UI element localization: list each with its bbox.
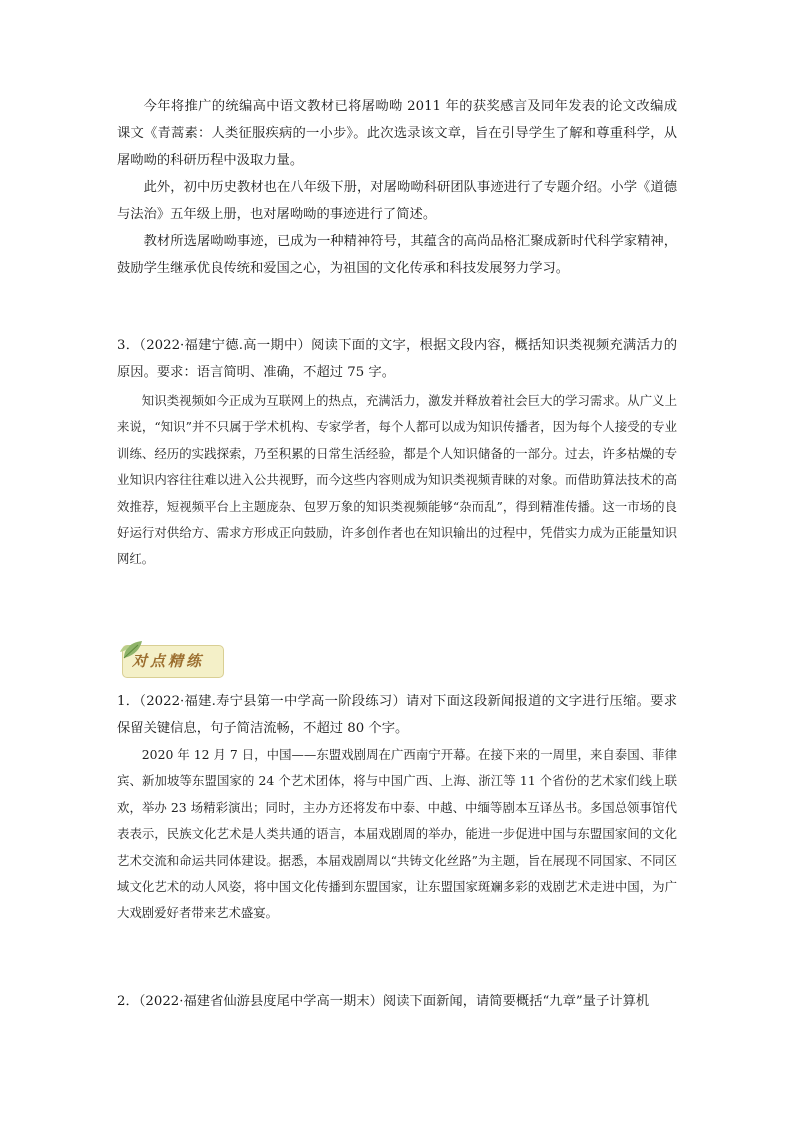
question-3-prompt: 3．（2022·福建宁德.高一期中）阅读下面的文字，根据文段内容，概括知识类视频充满活力的原因。要求：语言简明、准确，不超过 75 字。 [117,338,677,380]
exercise-1-passage: 2020 年 12 月 7 日，中国——东盟戏剧周在广西南宁开幕。在接下来的一周里，来自泰国、菲律宾、新加坡等东盟国家的 24 个艺术团体，将与中国广西、上海、浙江等 11 个省份的艺术家们线上联欢，举办 23 场精彩演出；同时，主办方还将发布中泰、中越、中缅等剧本互译丛书。多国总领事馆代表表示，民族文化艺术是人类共通的语言，本届戏剧周的举办，能进一步促进中国与东盟国家间的文化艺术交流和命运共同体建设。据悉，本届戏剧周以“共铸文化丝路”为主题，旨在展现不同国家、不同区域文化艺术的动人风姿，将中国文化传播到东盟国家，让东盟国家斑斓多彩的戏剧艺术走进中国，为广大戏剧爱好者带来艺术盛宴。 [117,747,677,921]
intro-paragraph-1: 今年将推广的统编高中语文教材已将屠呦呦 2011 年的获奖感言及同年发表的论文改编成课文《青蒿素：人类征服疾病的一小步》。此次选录该文章，旨在引导学生了解和尊重科学，从屠呦呦的科研历程中汲取力量。 [117,99,677,168]
intro-paragraph-3: 教材所选屠呦呦事迹，已成为一种精神符号，其蕴含的高尚品格汇聚成新时代科学家精神，鼓励学生继承优良传统和爱国之心，为祖国的文化传承和科技发展努力学习。 [117,234,677,276]
section-tag-badge [118,638,224,678]
exercise-1-prompt: 1．（2022·福建.寿宁县第一中学高一阶段练习）请对下面这段新闻报道的文字进行压缩。要求保留关键信息，句子简洁流畅，不超过 80 个字。 [117,694,677,736]
intro-paragraph-2: 此外，初中历史教材也在八年级下册，对屠呦呦科研团队事迹进行了专题介绍。小学《道德与法治》五年级上册，也对屠呦呦的事迹进行了简述。 [117,180,677,222]
question-3-passage: 知识类视频如今正成为互联网上的热点，充满活力，激发并释放着社会巨大的学习需求。从广义上来说，“知识”并不只属于学术机构、专家学者，每个人都可以成为知识传播者，因为每个人接受的专业训练、经历的实践探索，乃至积累的日常生活经验，都是个人知识储备的一部分。过去，许多枯燥的专业知识内容往往难以进入公共视野，而今这些内容则成为知识类视频青睐的对象。而借助算法技术的高效推荐，短视频平台上主题庞杂、包罗万象的知识类视频能够“杂而乱”，得到精准传播。这一市场的良好运行对供给方、需求方形成正向鼓励，许多创作者也在知识输出的过程中，凭借实力成为正能量知识网红。 [117,393,677,567]
section-tag-label: 对点精练 [132,652,205,670]
exercise-2-prompt: 2．（2022·福建省仙游县度尾中学高一期末）阅读下面新闻，请简要概括“九章”量子计算机 [117,994,650,1009]
